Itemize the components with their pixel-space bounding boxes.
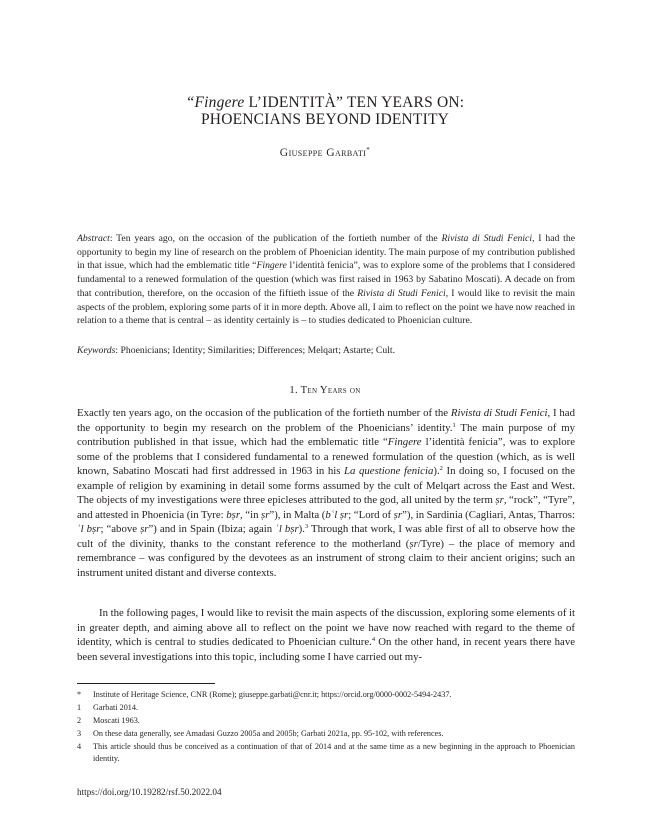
title-line-1 <box>0 94 650 111</box>
italic-term: ʿl bṣr <box>275 523 299 535</box>
footnote <box>77 715 575 726</box>
italic-term: Fingere <box>256 260 287 272</box>
body-text: ). <box>298 523 305 535</box>
footnote-number: 1 <box>77 703 82 713</box>
footnote-text: Moscati 1963. <box>93 716 140 726</box>
footnote-text: This article should thus be conceived as a continuation of that of 2014 and at the same time as a new beginning in the approach to Phoenician identity. <box>93 742 575 763</box>
keywords <box>77 344 575 358</box>
author-name: Giuseppe Garbati <box>279 146 367 159</box>
footnote-text: Institute of Heritage Science, CNR (Rome); giuseppe.garbati@cnr.it; https://orcid.org/0000-0002-5494-2437. <box>93 690 452 699</box>
footnote-ref[interactable]: 2 <box>439 465 443 472</box>
footnote-number: 4 <box>77 742 82 752</box>
abstract-text: , I would like to revisit the main aspects of the problem, exploring some parts of it in more depth. Above all, I aim to reflect on the point we have now reached in relation to a theme that is central – as identity certainly is – to studies dedicated to Phoenician culture. <box>77 287 575 327</box>
abstract-text: l’identità fenicia”, was to explore some of the problems that I considered fundamental to a renewed formulation of the question (which was first raised in 1963 by Sabatino Moscati). A decade on from that contribution, therefore, on the occasion of the fiftieth issue of the <box>77 260 575 299</box>
body-text: ”), in Malta ( <box>269 508 326 521</box>
body-text: ”), in Sardinia (Cagliari, Antas, Tharros: <box>402 508 575 521</box>
footnote-ref[interactable]: 4 <box>371 636 376 643</box>
body-text: , “rock”, “Tyre”, and attested in Phoenicia (in Tyre: <box>77 494 575 521</box>
footnote <box>77 728 575 739</box>
footnote-number: 2 <box>77 716 82 726</box>
footnote-number: 3 <box>77 729 82 739</box>
body-paragraph-2 <box>77 606 575 664</box>
italic-term: bṣr <box>226 508 241 521</box>
italic-term: ṣr <box>495 494 504 506</box>
abstract-text: , I had the opportunity to begin my line of research on the problem of Phoenician identity. The main purpose of my contribution published in that issue, which had the emblematic title “ <box>77 233 575 272</box>
journal-title: Rivista di Studi Fenici <box>441 233 533 244</box>
body-text: l’identità fenicia”, was to explore some of the problems that I considered fundamental to a renewed formulation of the question (which, as is well known, Sabatino Moscati had first addressed in 1963 in his <box>77 436 575 477</box>
body-text: ). <box>433 465 440 477</box>
italic-term: bʿl ṣr <box>325 508 349 521</box>
italic-term: ṣr <box>409 537 418 550</box>
body-text: ”) and in Spain (Ibiza; again <box>148 523 276 535</box>
footnote-text: Garbati 2014. <box>93 703 139 713</box>
body-text: Exactly ten years ago, on the occasion of the publication of the fortieth number of the <box>77 407 451 419</box>
body-text: ; “Lord of <box>348 508 394 521</box>
body-paragraph-1 <box>77 406 575 580</box>
italic-term: ʿl bṣr <box>77 523 101 535</box>
body-text: In the following pages, I would like to revisit the main aspects of the discussion, exploring some elements of it in greater depth, and aiming above all to reflect on the point we have now reached with regard to the theme of identity, which is central to studies dedicated to Phoenician culture. <box>77 607 575 648</box>
journal-title: Rivista di Studi Fenici <box>357 287 446 299</box>
author-footnote-mark: * <box>366 146 371 154</box>
title-line-1-rest: L’IDENTITÀ” TEN YEARS ON: <box>244 94 465 111</box>
journal-title: Rivista di Studi Fenici <box>450 407 548 419</box>
title-line-2: PHOENCIANS BEYOND IDENTITY <box>200 111 449 128</box>
body-text: /Tyre) – the place of memory and remembrance – was configured by the devotees as an instrument of strong claim to their ancient origins; such an instrument united distant and diverse contexts. <box>77 537 576 579</box>
italic-term: ṣr <box>393 508 403 521</box>
italic-term: ṣr <box>140 523 149 535</box>
body-text: Through that work, I was able first of all to observe how the cult of the divinity, thanks to the constant reference to the motherland ( <box>77 523 576 550</box>
body-text: On the other hand, in recent years there have been several investigations into this topic, including some I have carried out my- <box>77 636 576 663</box>
italic-term: Fingere <box>387 436 422 448</box>
footnote-text: On these data generally, see Amadasi Guzzo 2005a and 2005b; Garbati 2021a, pp. 95-102, with references. <box>93 729 444 739</box>
footnote <box>77 741 575 764</box>
keywords-text: : Phoenicians; Identity; Similarities; Differences; Melqart; Astarte; Cult. <box>115 345 396 356</box>
title-italic-word: “Fingere <box>185 94 245 111</box>
footnote-ref[interactable]: 1 <box>452 421 456 429</box>
footnote-number: * <box>77 690 82 699</box>
abstract <box>77 232 575 328</box>
footnote-ref[interactable]: 3 <box>304 523 309 530</box>
section-heading: 1. Ten Years on <box>289 385 361 396</box>
book-title: La questione fenicia <box>344 465 434 477</box>
body-text: In doing so, I focused on the example of religion by examining in detail some forms assumed by the cult of Melqart across the East and West. The objects of my investigations were three epicleses attributed to the god, all united by the term <box>77 465 575 506</box>
abstract-text: : Ten years ago, on the occasion of the publication of the fortieth number of the <box>109 233 442 244</box>
body-text: The main purpose of my contribution published in that issue, which had the emblematic title “ <box>77 421 575 448</box>
body-text: ; “above <box>100 523 141 535</box>
abstract-label: Abstract <box>77 233 110 244</box>
body-text: , “in <box>240 508 262 521</box>
article-title <box>0 94 650 128</box>
keywords-label: Keywords <box>77 345 116 356</box>
author-byline <box>0 146 650 159</box>
footnote-separator <box>77 683 215 684</box>
footnotes <box>77 689 575 766</box>
doi-link[interactable]: https://doi.org/10.19282/rsf.50.2022.04 <box>77 787 222 797</box>
footnote <box>77 702 575 713</box>
footnote <box>77 689 575 700</box>
italic-term: ṣr <box>261 508 270 521</box>
body-text: , I had the opportunity to begin my research on the problem of the Phoenicians’ identity. <box>77 407 575 434</box>
